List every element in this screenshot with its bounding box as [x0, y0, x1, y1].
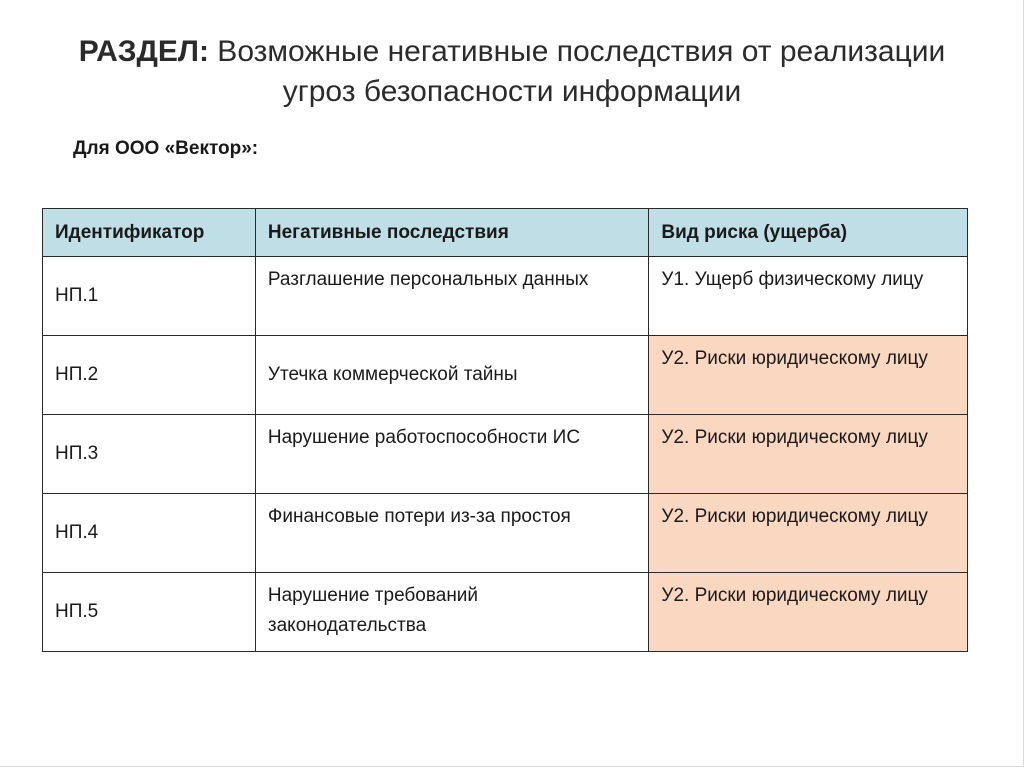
header-risk-type: Вид риска (ущерба) — [649, 209, 968, 257]
cell-consequence: Финансовые потери из-за простоя — [255, 494, 649, 573]
table-row — [43, 336, 968, 415]
consequences-table — [42, 208, 968, 652]
cell-identifier: НП.4 — [43, 494, 256, 573]
cell-risk: У2. Риски юридическому лицу — [649, 415, 968, 494]
cell-consequence: Нарушение работоспособности ИС — [255, 415, 649, 494]
cell-risk: У2. Риски юридическому лицу — [649, 494, 968, 573]
cell-identifier: НП.2 — [43, 336, 256, 415]
cell-identifier: НП.5 — [43, 573, 256, 652]
title-line-1: Возможные негативные последствия от реализации — [208, 35, 946, 68]
cell-identifier: НП.1 — [43, 257, 256, 336]
table-row — [43, 257, 968, 336]
header-consequences: Негативные последствия — [255, 209, 649, 257]
table-row — [43, 415, 968, 494]
cell-risk: У1. Ущерб физическому лицу — [649, 257, 968, 336]
table-header-row — [43, 209, 968, 257]
table-row — [43, 573, 968, 652]
cell-risk: У2. Риски юридическому лицу — [649, 336, 968, 415]
page-title — [40, 32, 984, 112]
title-line-2: угроз безопасности информации — [282, 75, 742, 108]
table-row — [43, 494, 968, 573]
title-prefix: РАЗДЕЛ: — [78, 35, 209, 68]
cell-identifier: НП.3 — [43, 415, 256, 494]
header-identifier: Идентификатор — [43, 209, 256, 257]
cell-consequence: Нарушение требований законодательства — [255, 573, 649, 652]
subtitle: Для ООО «Вектор»: — [73, 138, 259, 159]
cell-consequence: Разглашение персональных данных — [255, 257, 649, 336]
cell-consequence: Утечка коммерческой тайны — [255, 336, 649, 415]
cell-risk: У2. Риски юридическому лицу — [649, 573, 968, 652]
